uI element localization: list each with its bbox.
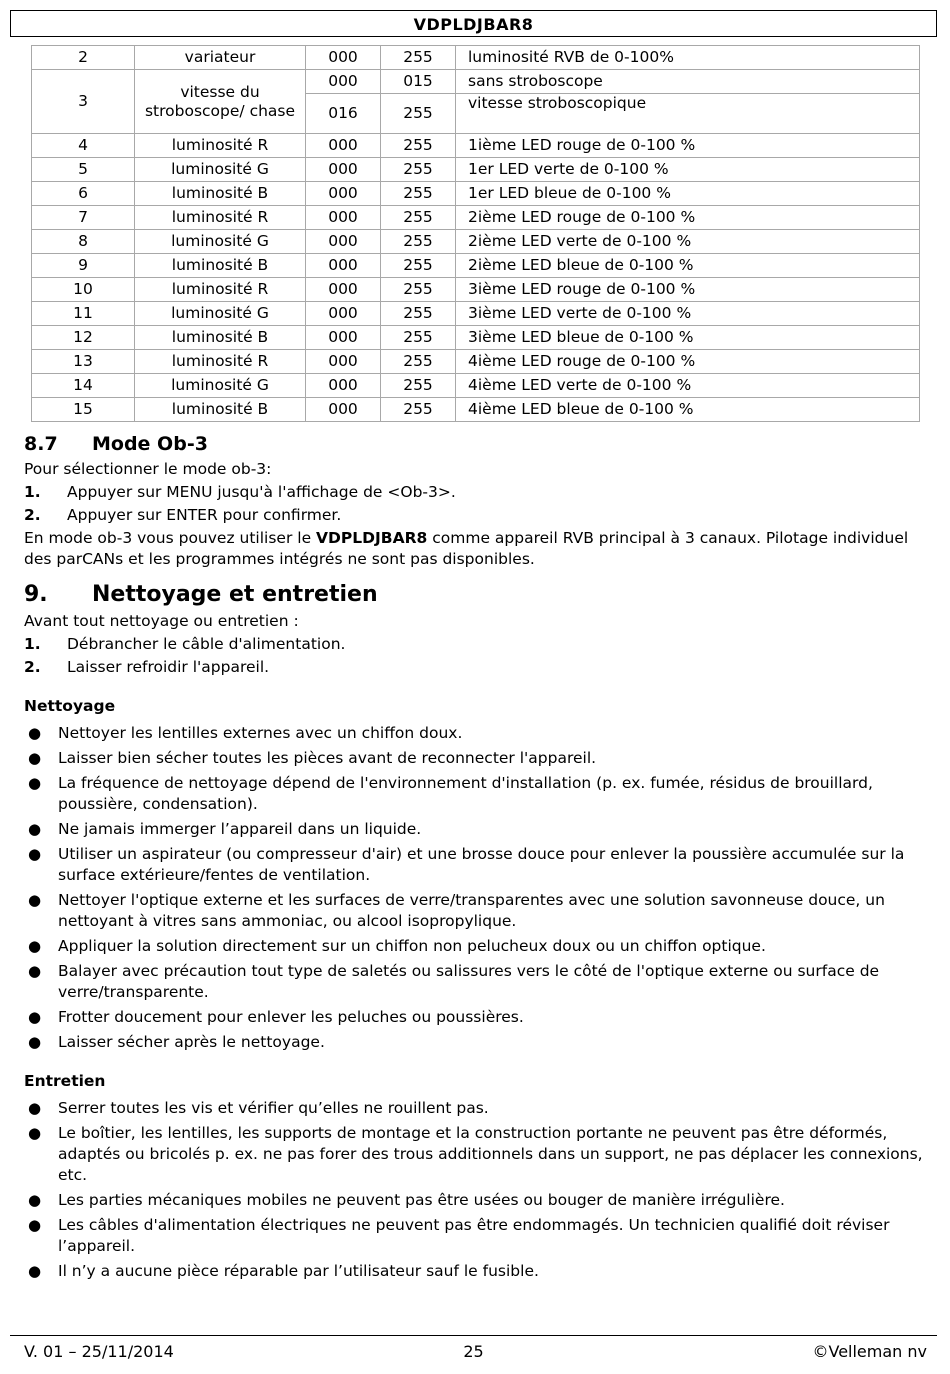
table-cell: 2ième LED bleue de 0-100 % xyxy=(456,254,920,278)
table-cell: 14 xyxy=(32,374,135,398)
table-cell: 255 xyxy=(381,206,456,230)
table-cell: 3ième LED rouge de 0-100 % xyxy=(456,278,920,302)
table-row xyxy=(32,70,920,94)
list-item-text: La fréquence de nettoyage dépend de l'environnement d'installation (p. ex. fumée, résidus de brouillard, poussière, condensation). xyxy=(58,774,873,813)
table-cell: 1ième LED rouge de 0-100 % xyxy=(456,134,920,158)
table-cell: 000 xyxy=(306,302,381,326)
section-8-7-intro: Pour sélectionner le mode ob-3: xyxy=(24,460,272,478)
list-item-text: Laisser sécher après le nettoyage. xyxy=(58,1033,325,1051)
step: 2. Laisser refroidir l'appareil. xyxy=(24,658,270,676)
table-cell: 4 xyxy=(32,134,135,158)
step: 1. Appuyer sur MENU jusqu'à l'affichage de <Ob-3>. xyxy=(24,483,456,501)
table-cell: 000 xyxy=(306,70,381,94)
table-row xyxy=(32,46,920,70)
table-cell: luminosité R xyxy=(135,350,306,374)
table-row xyxy=(32,326,920,350)
table-row xyxy=(32,278,920,302)
list-item xyxy=(24,936,924,957)
table-cell: 000 xyxy=(306,326,381,350)
table-cell: 4ième LED rouge de 0-100 % xyxy=(456,350,920,374)
list-item-text: Serrer toutes les vis et vérifier qu’elles ne rouillent pas. xyxy=(58,1099,489,1117)
table-cell: 255 xyxy=(381,230,456,254)
list-item xyxy=(24,1032,924,1053)
table-cell: 9 xyxy=(32,254,135,278)
bullet-icon: ● xyxy=(28,891,42,909)
table-cell: 000 xyxy=(306,182,381,206)
list-item-text: Le boîtier, les lentilles, les supports de montage et la construction portante ne peuvent pas être déformés, adaptés ou bricolés p. ex. ne pas forer des trous additionnels dans un support, ne pas déplacer les connexions, etc. xyxy=(58,1124,923,1184)
bullet-icon: ● xyxy=(28,1099,42,1117)
table-cell: 255 xyxy=(381,254,456,278)
bullet-icon: ● xyxy=(28,724,42,742)
table-cell: 3 xyxy=(32,70,135,134)
bullet-icon: ● xyxy=(28,749,42,767)
list-item xyxy=(24,1261,924,1282)
table-cell: 1er LED bleue de 0-100 % xyxy=(456,182,920,206)
table-cell: 000 xyxy=(306,134,381,158)
bullet-icon: ● xyxy=(28,1033,42,1051)
list-item-text: Ne jamais immerger l’appareil dans un liquide. xyxy=(58,820,422,838)
list-item-text: Frotter doucement pour enlever les peluches ou poussières. xyxy=(58,1008,524,1026)
table-cell: luminosité B xyxy=(135,254,306,278)
table-cell: 255 xyxy=(381,398,456,422)
table-cell: 016 xyxy=(306,94,381,134)
bullet-icon: ● xyxy=(28,937,42,955)
table-row xyxy=(32,350,920,374)
list-item-text: Appliquer la solution directement sur un chiffon non pelucheux doux ou un chiffon optique. xyxy=(58,937,766,955)
table-cell: 10 xyxy=(32,278,135,302)
table-cell: 8 xyxy=(32,230,135,254)
table-cell: 000 xyxy=(306,278,381,302)
list-item xyxy=(24,961,924,1003)
list-item-text: Les câbles d'alimentation électriques ne peuvent pas être endommagés. Un technicien qualifié doit réviser l’appareil. xyxy=(58,1216,890,1255)
bullet-icon: ● xyxy=(28,845,42,863)
table-cell: 2 xyxy=(32,46,135,70)
list-item-text: Il n’y a aucune pièce réparable par l’utilisateur sauf le fusible. xyxy=(58,1262,539,1280)
list-item-text: Laisser bien sécher toutes les pièces avant de reconnecter l'appareil. xyxy=(58,749,597,767)
table-cell: 000 xyxy=(306,374,381,398)
table-cell: 255 xyxy=(381,46,456,70)
list-item-text: Utiliser un aspirateur (ou compresseur d'air) et une brosse douce pour enlever la poussière accumulée sur la surface extérieure/fentes de ventilation. xyxy=(58,845,905,884)
table-cell: luminosité B xyxy=(135,398,306,422)
cleaning-heading: Nettoyage xyxy=(24,697,116,715)
bullet-icon: ● xyxy=(28,820,42,838)
bullet-icon: ● xyxy=(28,1216,42,1234)
table-cell: 255 xyxy=(381,94,456,134)
list-item xyxy=(24,1007,924,1028)
maintenance-heading: Entretien xyxy=(24,1072,106,1090)
bullet-icon: ● xyxy=(28,774,42,792)
section-9-heading: 9. Nettoyage et entretien xyxy=(24,582,378,607)
table-row xyxy=(32,230,920,254)
footer-copyright: ©Velleman nv xyxy=(812,1342,927,1361)
table-cell: 000 xyxy=(306,158,381,182)
table-cell: 255 xyxy=(381,350,456,374)
table-cell: 2ième LED verte de 0-100 % xyxy=(456,230,920,254)
table-row xyxy=(32,254,920,278)
table-cell: 13 xyxy=(32,350,135,374)
list-item xyxy=(24,819,924,840)
bullet-icon: ● xyxy=(28,962,42,980)
footer-version: V. 01 – 25/11/2014 xyxy=(24,1342,174,1361)
table-cell: 15 xyxy=(32,398,135,422)
table-cell: luminosité G xyxy=(135,158,306,182)
step: 2. Appuyer sur ENTER pour confirmer. xyxy=(24,506,342,524)
table-cell: 7 xyxy=(32,206,135,230)
list-item xyxy=(24,1215,924,1257)
table-cell: luminosité G xyxy=(135,230,306,254)
table-row xyxy=(32,398,920,422)
table-cell: 000 xyxy=(306,206,381,230)
table-cell: 3ième LED bleue de 0-100 % xyxy=(456,326,920,350)
list-item-text: Les parties mécaniques mobiles ne peuvent pas être usées ou bouger de manière irrégulière. xyxy=(58,1191,785,1209)
table-row xyxy=(32,182,920,206)
table-cell: luminosité RVB de 0-100% xyxy=(456,46,920,70)
dmx-channel-table xyxy=(31,45,920,422)
content xyxy=(24,430,924,1286)
list-item xyxy=(24,1123,924,1186)
list-item xyxy=(24,773,924,815)
table-cell: 000 xyxy=(306,254,381,278)
list-item xyxy=(24,844,924,886)
table-cell: 6 xyxy=(32,182,135,206)
bullet-icon: ● xyxy=(28,1191,42,1209)
table-row xyxy=(32,374,920,398)
table-cell: 000 xyxy=(306,230,381,254)
cleaning-list xyxy=(24,723,924,1053)
section-8-7-heading: 8.7 Mode Ob-3 xyxy=(24,433,208,455)
table-cell: sans stroboscope xyxy=(456,70,920,94)
list-item-text: Nettoyer l'optique externe et les surfaces de verre/transparentes avec une solution savonneuse douce, un nettoyant à vitres sans ammoniac, ou alcool isopropylique. xyxy=(58,891,885,930)
table-cell: 000 xyxy=(306,46,381,70)
table-cell: 255 xyxy=(381,278,456,302)
table-cell: luminosité R xyxy=(135,278,306,302)
table-cell: luminosité B xyxy=(135,182,306,206)
page-header xyxy=(10,10,937,37)
list-item xyxy=(24,890,924,932)
table-cell: 3ième LED verte de 0-100 % xyxy=(456,302,920,326)
table-cell: 2ième LED rouge de 0-100 % xyxy=(456,206,920,230)
table-row xyxy=(32,302,920,326)
list-item xyxy=(24,1098,924,1119)
table-cell: 1er LED verte de 0-100 % xyxy=(456,158,920,182)
section-8-7-paragraph: En mode ob-3 vous pouvez utiliser le VDPLDJBAR8 comme appareil RVB principal à 3 canaux. Pilotage individuel des parCANs et les programmes intégrés ne sont pas disponibles. xyxy=(24,529,909,568)
table-cell: 4ième LED bleue de 0-100 % xyxy=(456,398,920,422)
list-item-text: Nettoyer les lentilles externes avec un chiffon doux. xyxy=(58,724,463,742)
table-cell: luminosité R xyxy=(135,134,306,158)
page-footer xyxy=(10,1335,937,1363)
table-cell: luminosité G xyxy=(135,374,306,398)
table-cell: 015 xyxy=(381,70,456,94)
maintenance-list xyxy=(24,1098,924,1282)
bullet-icon: ● xyxy=(28,1008,42,1026)
list-item xyxy=(24,748,924,769)
footer-page-number: 25 xyxy=(463,1342,484,1361)
table-cell: 12 xyxy=(32,326,135,350)
table-cell: 255 xyxy=(381,134,456,158)
table-cell: vitesse stroboscopique xyxy=(456,94,920,134)
list-item xyxy=(24,1190,924,1211)
table-cell: 255 xyxy=(381,158,456,182)
table-cell: 4ième LED verte de 0-100 % xyxy=(456,374,920,398)
table-cell: luminosité B xyxy=(135,326,306,350)
table-cell: luminosité G xyxy=(135,302,306,326)
table-row xyxy=(32,158,920,182)
table-cell: 000 xyxy=(306,398,381,422)
table-cell: 255 xyxy=(381,326,456,350)
table-cell: 255 xyxy=(381,182,456,206)
list-item-text: Balayer avec précaution tout type de saletés ou salissures vers le côté de l'optique externe ou surface de verre/transparente. xyxy=(58,962,880,1001)
bullet-icon: ● xyxy=(28,1262,42,1280)
table-cell: 255 xyxy=(381,302,456,326)
table-cell: 000 xyxy=(306,350,381,374)
step: 1. Débrancher le câble d'alimentation. xyxy=(24,635,346,653)
table-cell: 11 xyxy=(32,302,135,326)
bullet-icon: ● xyxy=(28,1124,42,1142)
table-cell: vitesse du stroboscope/ chase xyxy=(135,70,306,134)
section-9-intro: Avant tout nettoyage ou entretien : xyxy=(24,612,299,630)
table-row xyxy=(32,206,920,230)
table-cell: variateur xyxy=(135,46,306,70)
table-cell: luminosité R xyxy=(135,206,306,230)
table-cell: 255 xyxy=(381,374,456,398)
header-title: VDPLDJBAR8 xyxy=(413,15,534,34)
table-row xyxy=(32,134,920,158)
list-item xyxy=(24,723,924,744)
table-cell: 5 xyxy=(32,158,135,182)
